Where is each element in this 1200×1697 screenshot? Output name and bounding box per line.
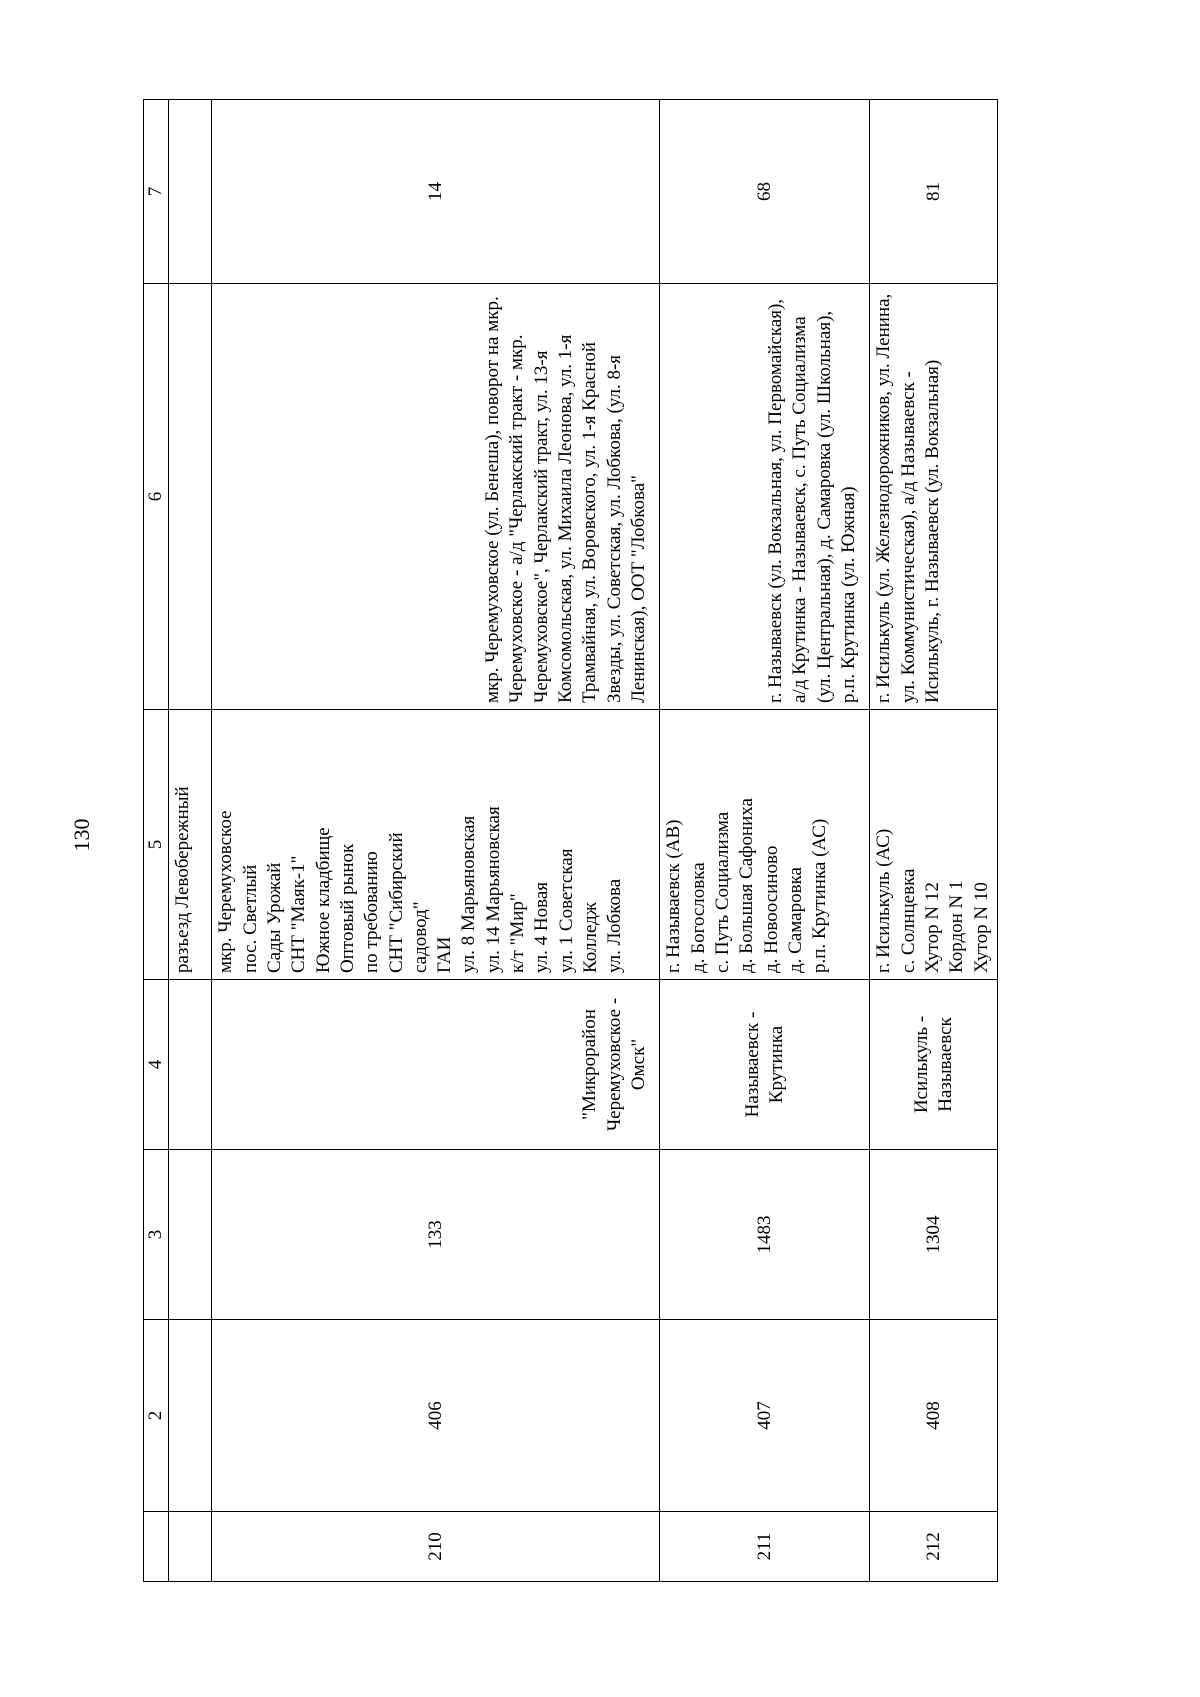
col-num-5: 5 <box>144 710 169 980</box>
table-row <box>660 100 870 1582</box>
row-number: 211 <box>660 1512 870 1582</box>
stop: СНТ "Сибирский <box>385 832 407 973</box>
empty-cell <box>169 284 212 710</box>
value-cell: 68 <box>660 100 870 284</box>
stop: д. Новоосиново <box>760 845 782 973</box>
stop: Колледж <box>580 902 601 973</box>
empty-cell <box>169 980 212 1150</box>
stop: г. Называевск (АВ) <box>663 819 685 973</box>
route-name: Называевск - Крутинка <box>660 980 870 1150</box>
value-cell: 81 <box>870 100 998 284</box>
continued-stop: разъезд Левобережный <box>169 710 212 980</box>
route-name: Исилькуль - Называевск <box>870 980 998 1150</box>
stop: с. Путь Социализма <box>711 811 733 973</box>
stop: пос. Светлый <box>239 864 261 973</box>
row-number: 212 <box>870 1512 998 1582</box>
stop: мкр. Черемуховское <box>215 810 237 973</box>
col-num-3: 3 <box>144 1150 169 1320</box>
route-number: 407 <box>660 1320 870 1512</box>
table-row <box>212 100 660 1582</box>
rotated-table-wrapper <box>143 100 1063 1582</box>
empty-cell <box>169 1320 212 1512</box>
stop: по требованию <box>361 851 383 973</box>
stop: Оптовый рынок <box>336 843 358 973</box>
route-length: 1483 <box>660 1150 870 1320</box>
col-num-2: 2 <box>144 1320 169 1512</box>
empty-cell <box>169 1150 212 1320</box>
stop: ГАИ <box>434 936 456 973</box>
stop: Южное кладбище <box>312 827 334 973</box>
route-length: 133 <box>212 1150 660 1320</box>
stop: ул. 8 Марьяновская <box>458 815 480 973</box>
stop: ул. 1 Советская <box>555 848 577 973</box>
page-number: 130 <box>69 818 94 852</box>
stop: д. Богословка <box>687 862 709 973</box>
stop: ул. 4 Новая <box>531 881 553 973</box>
stop: д. Большая Сафониха <box>736 798 758 973</box>
stop: СНТ "Маяк-1" <box>288 855 310 973</box>
streets-description: г. Называевск (ул. Вокзальная, ул. Первомайская), а/д Крутинка - Называевск, с. Путь Социализма (ул. Центральная), д. Самаровка (ул. Школьная), р.п. Крутинка (ул. Южная) <box>660 284 870 710</box>
col-num-6: 6 <box>144 284 169 710</box>
stop: г. Исилькуль (АС) <box>873 828 895 973</box>
value-cell: 14 <box>212 100 660 284</box>
stop: д. Самаровка <box>784 867 806 973</box>
stops-list <box>660 710 870 980</box>
col-num-7: 7 <box>144 100 169 284</box>
routes-table <box>143 99 998 1582</box>
streets-description: г. Исилькуль (ул. Железнодорожников, ул. Ленина, ул. Коммунистическая), а/д Называевск - Исилькуль, г. Называевск (ул. Вокзальная) <box>870 284 998 710</box>
col-num-4: 4 <box>144 980 169 1150</box>
column-number-row <box>144 100 169 1582</box>
stop: ул. 14 Марьяновская <box>482 806 504 973</box>
col-num-1 <box>144 1512 169 1582</box>
empty-cell <box>169 100 212 284</box>
continuation-row <box>169 100 212 1582</box>
route-length: 1304 <box>870 1150 998 1320</box>
stops-list <box>212 710 660 980</box>
stop: р.п. Крутинка (АС) <box>809 818 831 973</box>
stop: ул. Лобкова <box>604 878 626 973</box>
route-name: "Микрорайон Черемуховское - Омск" <box>212 980 660 1150</box>
stop: Сады Урожай <box>263 862 285 973</box>
table-row <box>870 100 998 1582</box>
stop: садовод" <box>409 901 431 973</box>
route-number: 406 <box>212 1320 660 1512</box>
stops-list <box>870 710 998 980</box>
stop: Хутор N 12 <box>921 882 943 973</box>
streets-description: мкр. Черемуховское (ул. Бенеша), поворот на мкр. Черемуховское - а/д "Черлакский тракт - мкр. Черемуховское", Черлакский тракт, ул. 13-я Комсомольская, ул. Михаила Леонова, ул. 1-я Трамвайная, ул. Воровского, ул. 1-я Красной Звезды, ул. Советская, ул. Лобкова, (ул. 8-я Ленинская), ООТ "Лобкова" <box>212 284 660 710</box>
stop: Кордон N 1 <box>946 880 968 973</box>
row-number: 210 <box>212 1512 660 1582</box>
stop: Хутор N 10 <box>970 882 992 973</box>
route-number: 408 <box>870 1320 998 1512</box>
empty-cell <box>169 1512 212 1582</box>
stop: с. Солнцевка <box>897 868 919 973</box>
stop: к/т "Мир" <box>507 893 529 973</box>
